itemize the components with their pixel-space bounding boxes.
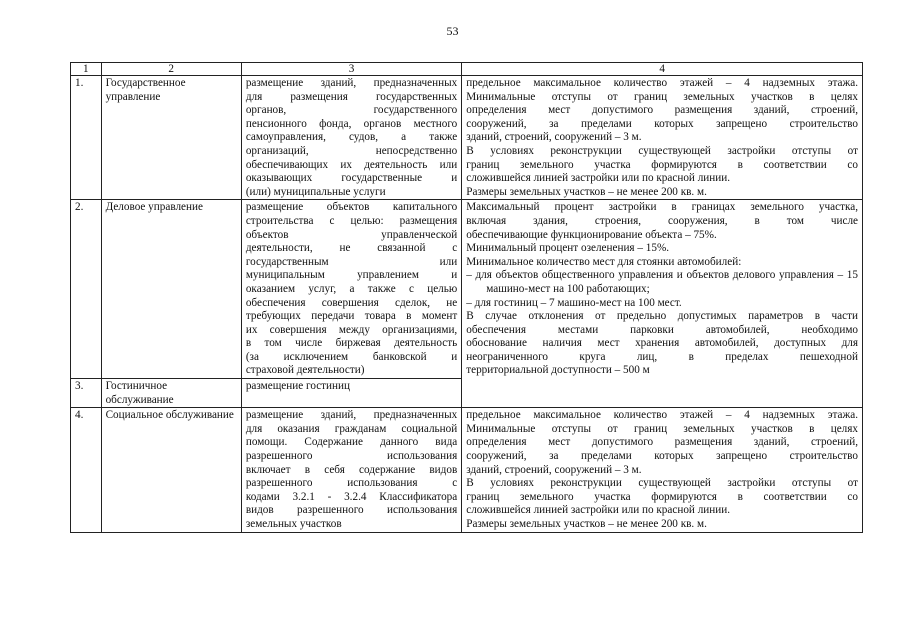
table-row (71, 200, 863, 379)
description-line: кодами 3.2.1 - 3.2.4 Классификатора (245, 490, 458, 503)
description-line: для оказания гражданам социальной (245, 422, 458, 435)
description-line: органов, государственного (245, 104, 458, 117)
parameter-line: границ земельного участка формируются в соответствии со (466, 158, 858, 171)
description-line: помощи. Содержание данного вида (245, 436, 458, 449)
row-number: 4. (71, 408, 102, 532)
description-line: видов разрешенного использования (245, 504, 458, 517)
description-line: размещение объектов капитального (245, 201, 458, 214)
use-type-name: Социальное обслуживание (101, 408, 241, 532)
zoning-table (70, 62, 863, 533)
description-line: (за исключением банковской и (245, 350, 458, 363)
parameter-line: Минимальные отступы от границ земельных участков в целях (466, 90, 858, 103)
parameter-line: Размеры земельных участков – не менее 200 кв. м. (466, 518, 707, 530)
parameter-line: зданий, строений, сооружений – 3 м. (466, 131, 642, 144)
description-line: пенсионного фонда, органов местного (245, 117, 458, 130)
description-line: оказывающих государственные и (245, 172, 458, 185)
parameter-line: Минимальное количество мест для стоянки автомобилей: (466, 255, 742, 268)
page-number: 53 (446, 24, 459, 38)
description-line: размещение гостиниц (245, 380, 350, 393)
parameter-line: зданий, строений, сооружений – 3 м. (466, 463, 642, 476)
parameter-line: Минимальный процент озеленения – 15%. (466, 242, 670, 255)
description-line: оказанием услуг, а также с целью (245, 282, 458, 295)
parameters-cell (462, 408, 863, 532)
description-line: требующих передачи товара в момент (245, 310, 458, 323)
parameter-line: Максимальный процент застройки в границах земельного участка, (466, 201, 858, 214)
parameters-cell (462, 76, 863, 200)
row-number: 1. (71, 76, 102, 200)
parameter-line: неограниченного круга лиц, в пределах пешеходной (466, 350, 858, 363)
description-line: деятельности, не связанной с (245, 242, 458, 255)
parameter-list-item: – для гостиниц – 7 машино-мест на 100 мест. (466, 296, 682, 309)
parameter-line: определения мест допустимого размещения зданий, строений, (466, 436, 858, 449)
parameter-line: Размеры земельных участков – не менее 200 кв. м. (466, 185, 707, 198)
use-description (241, 76, 461, 200)
use-type-name: Государственное управление (101, 76, 241, 200)
description-line: самоуправления, судов, а также (245, 131, 458, 144)
parameter-line: территориальной доступности – 500 м (466, 364, 650, 377)
description-line: размещение зданий, предназначенных (245, 409, 458, 422)
parameter-line: определения мест допустимого размещения зданий, строений, (466, 104, 858, 117)
description-line: земельных участков (245, 518, 342, 530)
column-header: 2 (101, 63, 241, 76)
row-number: 2. (71, 200, 102, 379)
row-number: 3. (71, 379, 102, 408)
parameter-line: сложившейся линией застройки или по красной линии. (466, 172, 731, 185)
description-line: государственным или (245, 255, 458, 268)
description-line: размещение зданий, предназначенных (245, 77, 458, 89)
parameter-line: сложившейся линией застройки или по красной линии. (466, 504, 731, 517)
description-line: их совершения между организациями, (245, 323, 458, 336)
description-line: для размещения государственных (245, 90, 458, 103)
parameter-line: обеспечивающие функционирование объекта – 75%. (466, 228, 717, 241)
use-description (241, 200, 461, 379)
description-line: строительства с целью: размещения (245, 214, 458, 227)
description-line: разрешенного использования (245, 450, 458, 463)
parameters-cell (462, 200, 863, 408)
table-row (71, 76, 863, 200)
column-header: 3 (241, 63, 461, 76)
parameter-line: включая здания, строения, сооружения, в том числе (466, 214, 858, 227)
column-header: 4 (462, 63, 863, 76)
table-row (71, 408, 863, 532)
use-type-name: Гостиничное обслуживание (101, 379, 241, 408)
parameter-line: сооружений, за пределами которых запрещено строительство (466, 117, 858, 130)
description-line: страховой деятельности) (245, 364, 365, 377)
description-line: муниципальным управлением и (245, 269, 458, 282)
use-type-name: Деловое управление (101, 200, 241, 379)
parameter-line: границ земельного участка формируются в соответствии со (466, 490, 858, 503)
description-line: организаций, непосредственно (245, 144, 458, 157)
description-line: в том числе биржевая деятельность (245, 337, 458, 350)
parameter-list-item: – для объектов общественного управления и объектов делового управления – 15 машино-мест на 100 работающих; (466, 269, 858, 295)
description-line: объектов управленческой (245, 228, 458, 241)
column-header: 1 (71, 63, 102, 76)
description-line: обеспечения совершения сделок, не (245, 296, 458, 309)
description-line: (или) муниципальные услуги (245, 185, 386, 198)
description-line: включает в себя содержание видов (245, 463, 458, 476)
parameter-line: В условиях реконструкции существующей застройки отступы от (466, 477, 858, 490)
description-line: разрешенного использования с (245, 477, 458, 490)
parameter-line: обеспечения местами парковки автомобилей, необходимо (466, 323, 858, 336)
parameter-line: предельное максимальное количество этажей – 4 надземных этажа. (466, 409, 858, 422)
parameter-line: обоснование наличия мест хранения автомобилей, доступных для (466, 337, 858, 350)
parameter-line: предельное максимальное количество этажей – 4 надземных этажа. (466, 77, 858, 89)
use-description (241, 379, 461, 408)
parameter-line: сооружений, за пределами которых запрещено строительство (466, 450, 858, 463)
table-header-row (71, 63, 863, 76)
use-description (241, 408, 461, 532)
description-line: обеспечивающих их деятельность или (245, 158, 458, 171)
parameter-line: В случае отклонения от предельно допустимых параметров в части (466, 310, 858, 323)
parameter-line: В условиях реконструкции существующей застройки отступы от (466, 144, 858, 157)
parameter-line: Минимальные отступы от границ земельных участков в целях (466, 422, 858, 435)
